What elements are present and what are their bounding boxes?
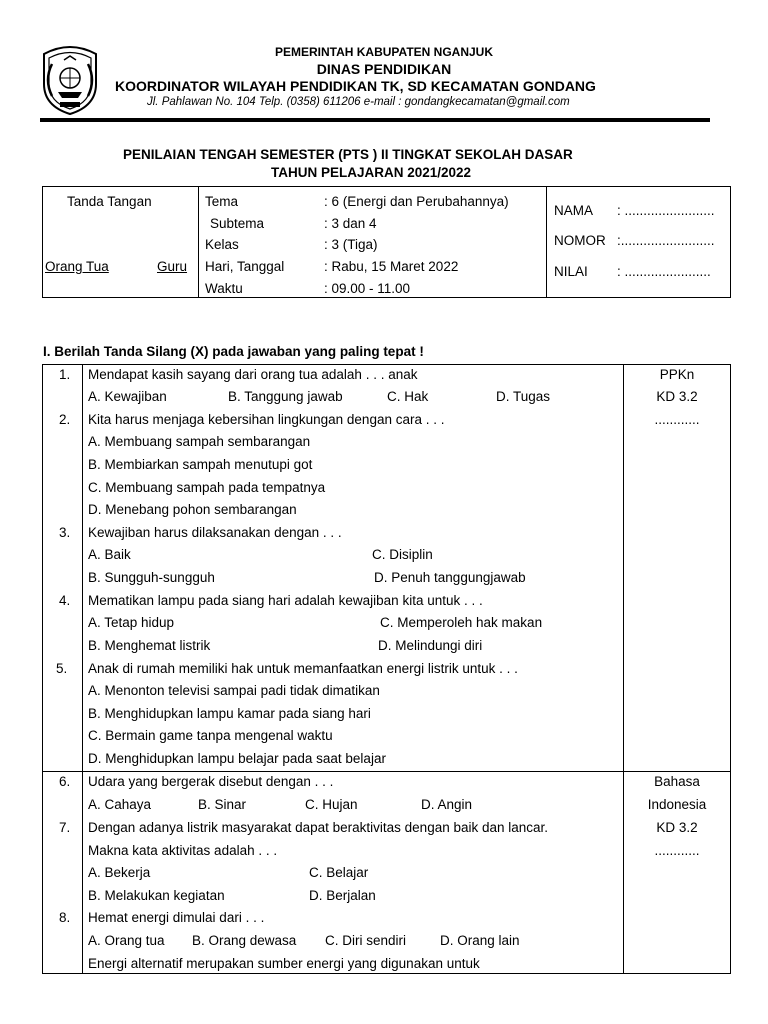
info-label-tema: Tema <box>205 194 239 209</box>
option-c[interactable]: C. Membuang sampah pada tempatnya <box>88 480 326 495</box>
kd-ppkn-dots: ............ <box>654 412 700 427</box>
option-d[interactable]: D. Orang lain <box>440 933 520 948</box>
info-value-subtema: : 3 dan 4 <box>324 216 377 231</box>
question-text: Kewajiban harus dilaksanakan dengan . . . <box>88 525 342 540</box>
question-number: 2. <box>59 412 71 427</box>
signature-label: Tanda Tangan <box>67 194 152 209</box>
question-number: 6. <box>59 774 71 789</box>
score-field[interactable]: : ....................... <box>617 264 711 279</box>
kd-bahasa: KD 3.2 <box>656 820 698 835</box>
question-number: 7. <box>59 820 71 835</box>
option-a[interactable]: A. Kewajiban <box>88 389 167 404</box>
info-label-date: Hari, Tanggal <box>205 259 285 274</box>
header-coordinator: KOORDINATOR WILAYAH PENDIDIKAN TK, SD KECAMATAN GONDANG <box>115 78 596 94</box>
score-label: NILAI <box>554 264 588 279</box>
option-d[interactable]: D. Angin <box>421 797 473 812</box>
question-text: Hemat energi dimulai dari . . . <box>88 910 265 925</box>
subject-ppkn: PPKn <box>659 367 695 382</box>
option-d[interactable]: D. Penuh tanggungjawab <box>374 570 526 585</box>
subject-bahasa: Bahasa <box>654 774 700 789</box>
question-number: 4. <box>59 593 71 608</box>
question-text: Dengan adanya listrik masyarakat dapat beraktivitas dengan baik dan lancar. <box>88 820 549 835</box>
option-a[interactable]: A. Cahaya <box>88 797 152 812</box>
option-d[interactable]: D. Melindungi diri <box>378 638 483 653</box>
option-d[interactable]: D. Berjalan <box>309 888 376 903</box>
subject-indonesia: Indonesia <box>647 797 707 812</box>
kd-ppkn: KD 3.2 <box>656 389 698 404</box>
info-value-tema: : 6 (Energi dan Perubahannya) <box>324 194 509 209</box>
question-text: Udara yang bergerak disebut dengan . . . <box>88 774 334 789</box>
header-government: PEMERINTAH KABUPATEN NGANJUK <box>274 45 493 59</box>
info-value-date: : Rabu, 15 Maret 2022 <box>324 259 459 274</box>
option-d[interactable]: D. Tugas <box>496 389 551 404</box>
exam-year: TAHUN PELAJARAN 2021/2022 <box>271 165 472 180</box>
option-b[interactable]: B. Menghemat listrik <box>88 638 211 653</box>
parent-signature-label: Orang Tua <box>45 259 109 274</box>
name-label: NAMA <box>554 203 594 218</box>
option-c[interactable]: C. Diri sendiri <box>325 933 407 948</box>
option-c[interactable]: C. Hujan <box>305 797 358 812</box>
option-b[interactable]: B. Tanggung jawab <box>228 389 343 404</box>
option-b[interactable]: B. Orang dewasa <box>192 933 297 948</box>
question-number: 8. <box>59 910 71 925</box>
number-label: NOMOR <box>554 233 606 248</box>
option-c[interactable]: C. Memperoleh hak makan <box>380 615 543 630</box>
question-text: Energi alternatif merupakan sumber energi yang digunakan untuk <box>88 956 480 971</box>
option-a[interactable]: A. Baik <box>88 547 131 562</box>
question-text: Anak di rumah memiliki hak untuk memanfaatkan energi listrik untuk . . . <box>88 661 518 676</box>
option-b[interactable]: B. Menghidupkan lampu kamar pada siang hari <box>88 706 371 721</box>
question-text-continued: Makna kata aktivitas adalah . . . <box>88 843 278 858</box>
question-number: 3. <box>59 525 71 540</box>
header-department: DINAS PENDIDIKAN <box>316 61 452 77</box>
option-c[interactable]: C. Disiplin <box>372 547 433 562</box>
question-text: Kita harus menjaga kebersihan lingkungan dengan cara . . . <box>88 412 445 427</box>
option-c[interactable]: C. Hak <box>387 389 429 404</box>
option-c[interactable]: C. Bermain game tanpa mengenal waktu <box>88 728 333 743</box>
info-label-time: Waktu <box>205 281 243 296</box>
header-divider <box>40 118 710 122</box>
option-b[interactable]: B. Membiarkan sampah menutupi got <box>88 457 313 472</box>
option-b[interactable]: B. Sinar <box>198 797 247 812</box>
option-a[interactable]: A. Membuang sampah sembarangan <box>88 434 311 449</box>
info-value-kelas: : 3 (Tiga) <box>324 237 378 252</box>
question-text: Mematikan lampu pada siang hari adalah kewajiban kita untuk . . . <box>88 593 483 608</box>
option-a[interactable]: A. Orang tua <box>88 933 165 948</box>
number-field[interactable]: :......................... <box>617 233 715 248</box>
section-instruction: I. Berilah Tanda Silang (X) pada jawaban yang paling tepat ! <box>43 344 424 359</box>
option-d[interactable]: D. Menebang pohon sembarangan <box>88 502 297 517</box>
option-b[interactable]: B. Sungguh-sungguh <box>88 570 215 585</box>
info-label-kelas: Kelas <box>205 237 239 252</box>
question-number: 5. <box>56 661 68 676</box>
header-address: Jl. Pahlawan No. 104 Telp. (0358) 611206 e-mail : gondangkecamatan@gmail.com <box>147 96 570 108</box>
name-field[interactable]: : ........................ <box>617 203 715 218</box>
exam-title: PENILAIAN TENGAH SEMESTER (PTS ) II TINGKAT SEKOLAH DASAR <box>123 147 573 162</box>
teacher-signature-label: Guru <box>157 259 188 274</box>
question-number: 1. <box>59 367 71 382</box>
info-value-time: : 09.00 - 11.00 <box>324 281 411 296</box>
info-label-subtema: Subtema <box>210 216 265 231</box>
option-d[interactable]: D. Menghidupkan lampu belajar pada saat belajar <box>88 751 386 766</box>
kd-bahasa-dots: ............ <box>654 843 700 858</box>
option-a[interactable]: A. Tetap hidup <box>88 615 175 630</box>
option-c[interactable]: C. Belajar <box>309 865 369 880</box>
question-text: Mendapat kasih sayang dari orang tua adalah . . . anak <box>88 367 418 382</box>
option-a[interactable]: A. Menonton televisi sampai padi tidak dimatikan <box>88 683 380 698</box>
option-a[interactable]: A. Bekerja <box>88 865 151 880</box>
option-b[interactable]: B. Melakukan kegiatan <box>88 888 225 903</box>
